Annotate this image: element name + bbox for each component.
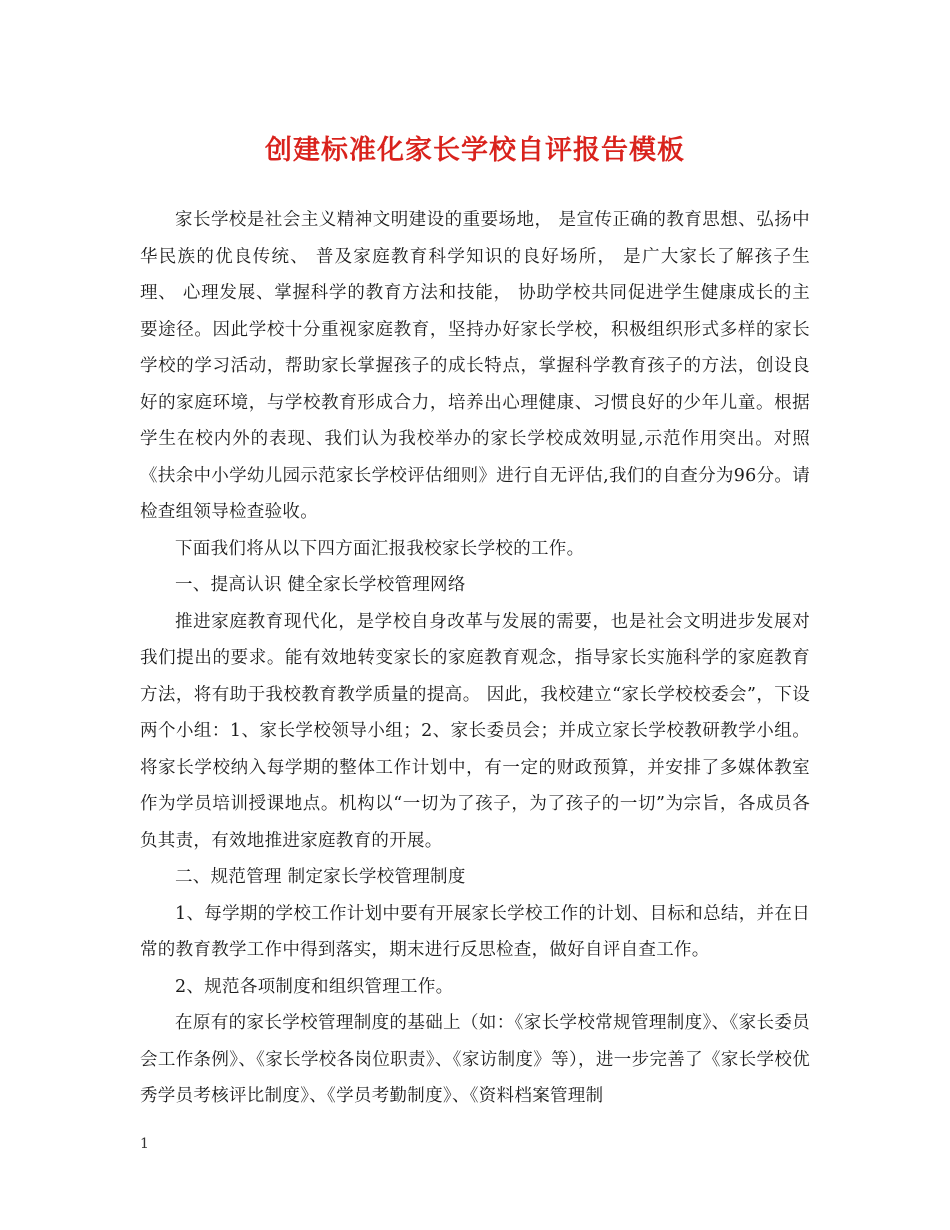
section-heading-1: 一、提高认识 健全家长学校管理网络	[175, 575, 466, 595]
section-heading-2: 二、规范管理 制定家长学校管理制度	[175, 867, 466, 887]
paragraph-overview: 下面我们将从以下四方面汇报我校家长学校的工作。	[175, 538, 585, 559]
paragraph-item-1: 1、每学期的学校工作计划中要有开展家长学校工作的计划、目标和总结，并在日常的教育教学工作中得到落实，期末进行反思检查，做好自评自查工作。	[140, 903, 810, 960]
page-title: 创建标准化家长学校自评报告模板	[265, 135, 685, 166]
page-number: 1	[140, 1136, 149, 1152]
paragraph-rules: 在原有的家长学校管理制度的基础上（如：《家长学校常规管理制度》、《家长委员会工作条例》、《家长学校各岗位职责》、《家访制度》等），进一步完善了《家长学校优秀学员考核评比制度》、《学员考勤制度》、《资料档案管理制	[140, 1013, 810, 1106]
paragraph-section-1: 推进家庭教育现代化，是学校自身改革与发展的需要，也是社会文明进步发展对我们提出的要求。能有效地转变家长的家庭教育观念，指导家长实施科学的家庭教育方法，将有助于我校教育教学质量的提高。 因此，我校建立“家长学校校委会”，下设两个小组：1、家长学校领导小组；2、家长委员会；并成立家长学校教研教学小组。将家长学校纳入每学期的整体工作计划中，有一定的财政预算，并安排了多媒体教室作为学员培训授课地点。机构以“一切为了孩子，为了孩子的一切”为宗旨，各成员各负其责，有效地推进家庭教育的开展。	[140, 611, 810, 851]
paragraph-item-2: 2、规范各项制度和组织管理工作。	[175, 976, 454, 997]
paragraph-intro: 家长学校是社会主义精神文明建设的重要场地， 是宣传正确的教育思想、弘扬中华民族的优良传统、 普及家庭教育科学知识的良好场所， 是广大家长了解孩子生理、 心理发展、掌握科学的教育方法和技能， 协助学校共同促进学生健康成长的主要途径。因此学校十分重视家庭教育，坚持办好家长学校，积极组织形式多样的家长学校的学习活动，帮助家长掌握孩子的成长特点，掌握科学教育孩子的方法，创设良好的家庭环境，与学校教育形成合力，培养出心理健康、习惯良好的少年儿童。根据学生在校内外的表现、我们认为我校举办的家长学校成效明显,示范作用突出。对照《扶余中小学幼儿园示范家长学校评估细则》进行自无评估,我们的自查分为96分。请检查组领导检查验收。	[140, 210, 810, 522]
document-body	[140, 202, 810, 1115]
